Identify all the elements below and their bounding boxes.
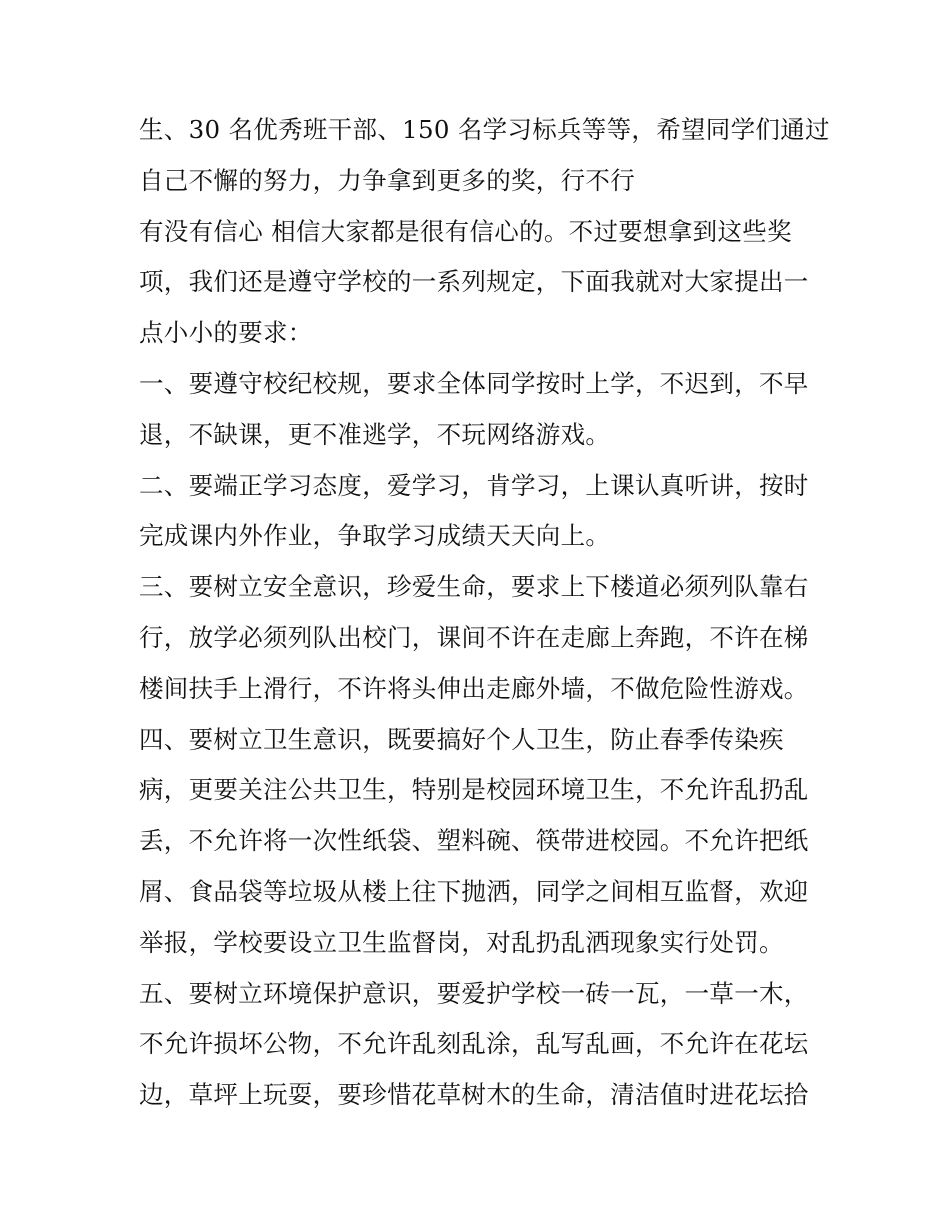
- text-line: 屑、食品袋等垃圾从楼上往下抛洒，同学之间相互监督，欢迎: [139, 876, 809, 906]
- text-line: 项，我们还是遵守学校的一系列规定，下面我就对大家提出一: [139, 267, 809, 297]
- text-line: 生、30 名优秀班干部、150 名学习标兵等等，希望同学们通过: [139, 115, 830, 144]
- text-line: 退，不缺课，更不准逃学，不玩网络游戏。: [139, 419, 611, 449]
- text-line: 点小小的要求：: [139, 318, 313, 348]
- text-line: 边，草坪上玩耍，要珍惜花草树木的生命，清洁值时进花坛拾: [139, 1080, 809, 1110]
- text-line: 完成课内外作业，争取学习成绩天天向上。: [139, 521, 611, 551]
- text-line: 不允许损坏公物，不允许乱刻乱涂，乱写乱画，不允许在花坛: [139, 1029, 809, 1059]
- text-line: 自己不懈的努力，力争拿到更多的奖，行不行: [139, 165, 635, 195]
- text-line: 四、要树立卫生意识，既要搞好个人卫生，防止春季传染疾: [139, 724, 784, 754]
- text-line: 三、要树立安全意识，珍爱生命，要求上下楼道必须列队靠右: [139, 572, 809, 602]
- text-line: 病，更要关注公共卫生，特别是校园环境卫生，不允许乱扔乱: [139, 775, 809, 805]
- document-body: [139, 105, 830, 1121]
- text-line: 举报，学校要设立卫生监督岗，对乱扔乱洒现象实行处罚。: [139, 927, 784, 957]
- text-line: 五、要树立环境保护意识，要爱护学校一砖一瓦，一草一木，: [139, 978, 809, 1008]
- text-line: 丢，不允许将一次性纸袋、塑料碗、筷带进校园。不允许把纸: [139, 826, 809, 856]
- text-line: 行，放学必须列队出校门，课间不许在走廊上奔跑，不许在梯: [139, 622, 809, 652]
- text-line: 一、要遵守校纪校规，要求全体同学按时上学，不迟到，不早: [139, 368, 809, 398]
- text-line: 二、要端正学习态度，爱学习，肯学习，上课认真听讲，按时: [139, 470, 809, 500]
- text-line: 有没有信心 相信大家都是很有信心的。不过要想拿到这些奖: [139, 216, 792, 246]
- text-line: 楼间扶手上滑行，不许将头伸出走廊外墙，不做危险性游戏。: [139, 673, 809, 703]
